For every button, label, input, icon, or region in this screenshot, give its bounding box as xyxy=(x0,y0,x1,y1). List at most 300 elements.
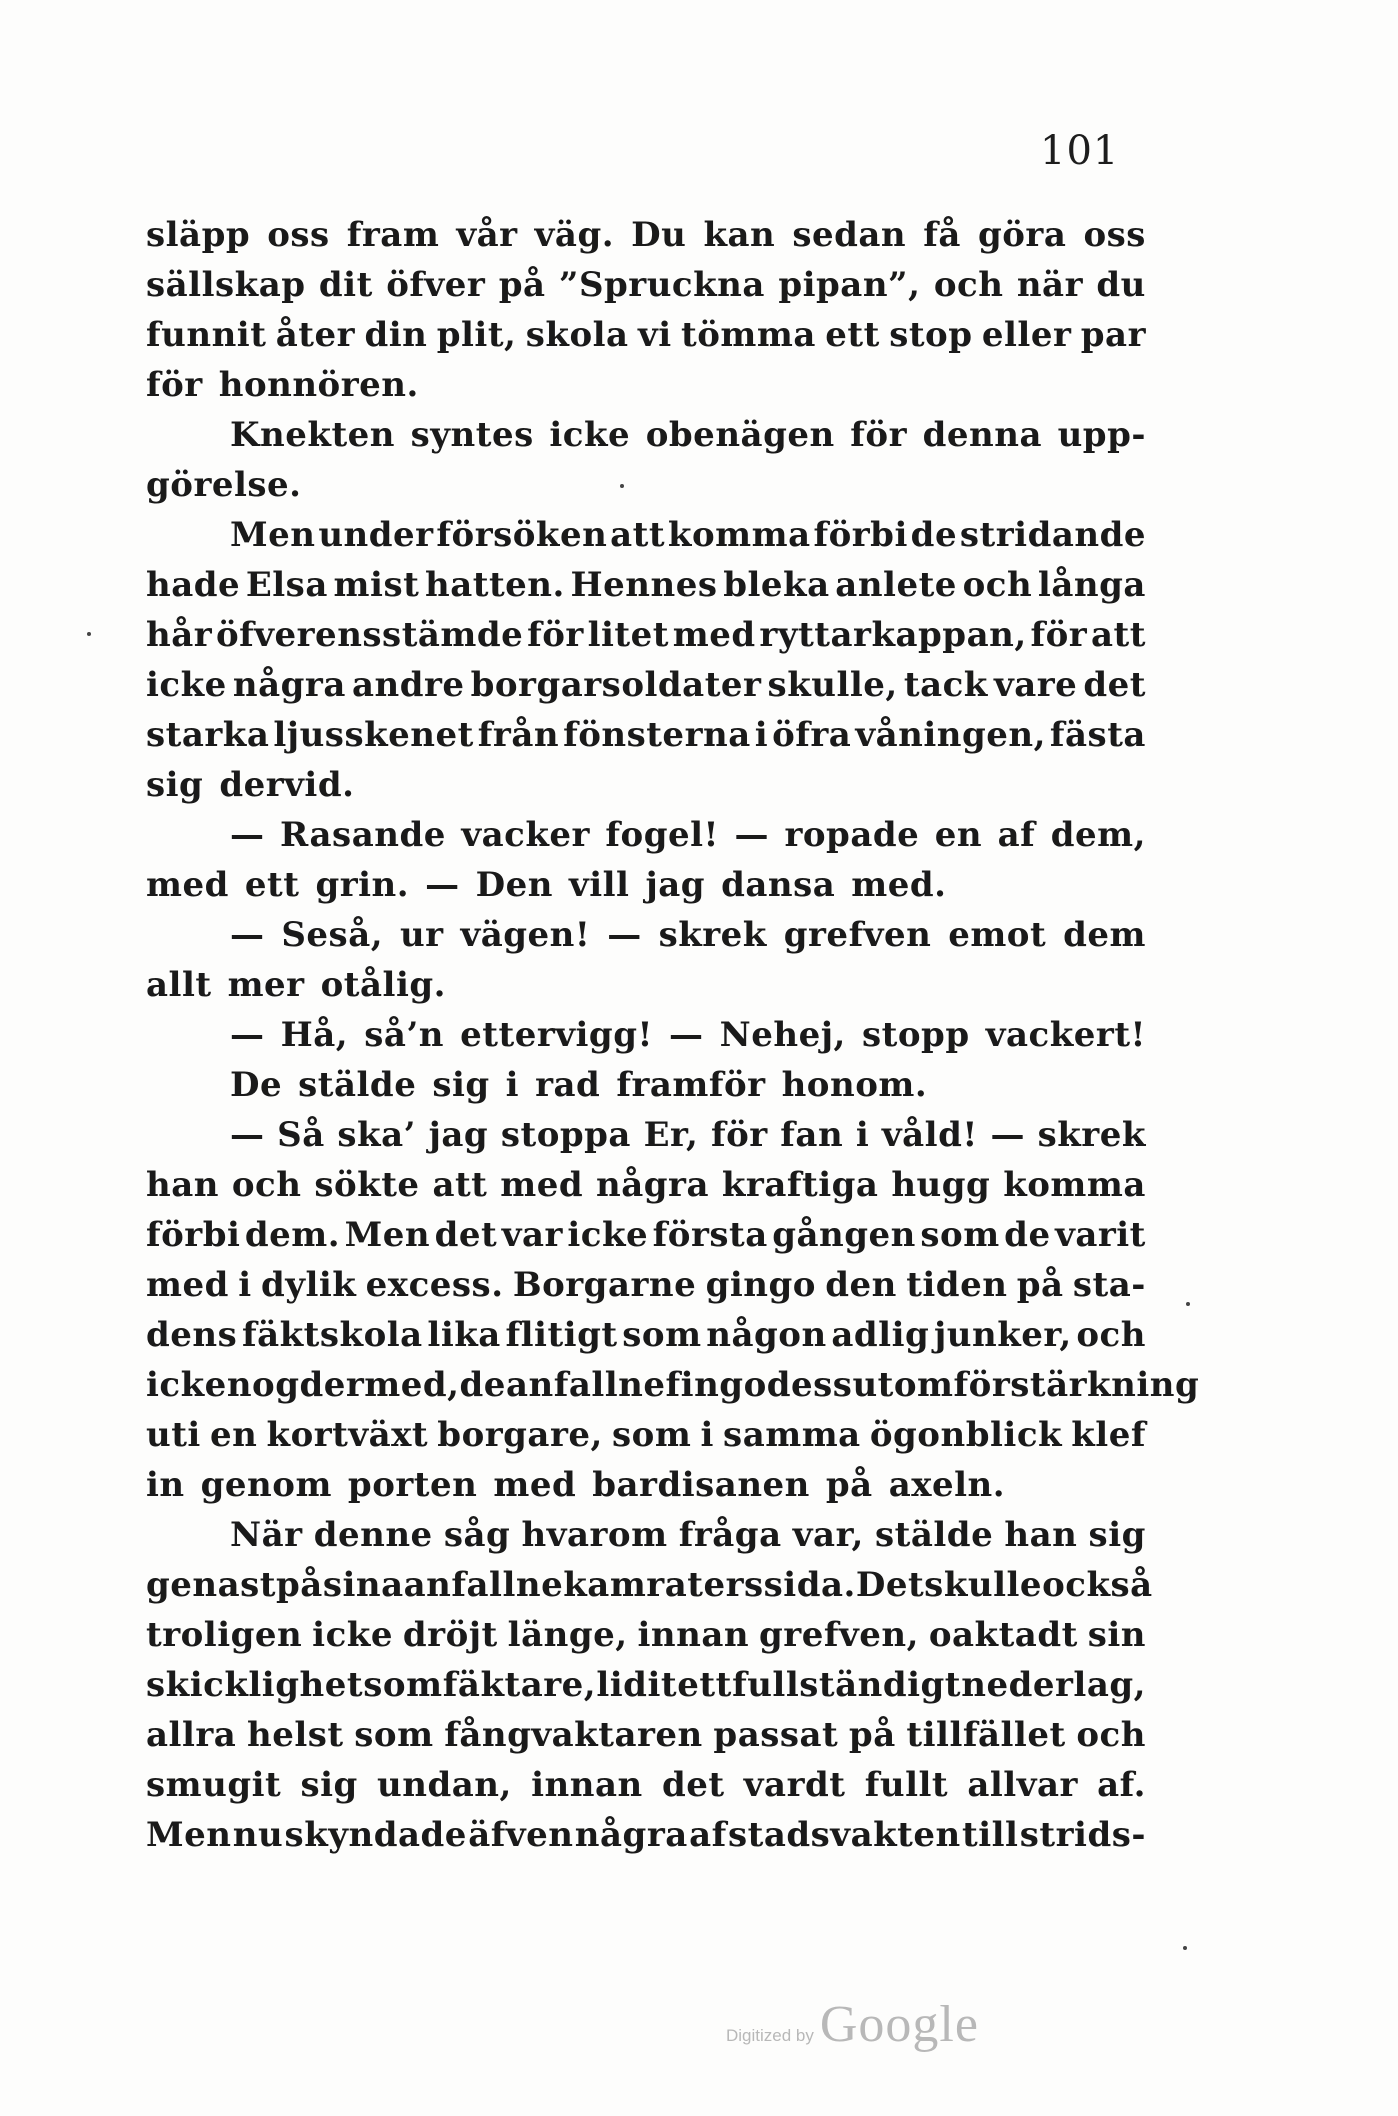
word: i xyxy=(238,1265,252,1305)
word: som xyxy=(920,1215,1000,1255)
word: komma xyxy=(667,515,811,555)
word: junker, xyxy=(933,1315,1072,1355)
word: för xyxy=(527,615,584,655)
word: kan xyxy=(703,215,776,255)
text-line xyxy=(146,1110,1146,1160)
word: tack xyxy=(903,665,988,705)
word: kamraters xyxy=(563,1565,764,1605)
word: öfra xyxy=(772,715,852,755)
word: ropade xyxy=(784,815,920,855)
word: innan xyxy=(531,1765,643,1805)
word: bleka xyxy=(723,565,830,605)
word: varit xyxy=(1055,1215,1146,1255)
word: långa xyxy=(1037,565,1146,605)
word: hatten. xyxy=(424,565,565,605)
word: och xyxy=(933,265,1004,305)
word: fråga xyxy=(678,1515,782,1555)
word: den xyxy=(825,1265,897,1305)
word: skyndade xyxy=(284,1815,467,1855)
word: — xyxy=(230,1015,265,1055)
word: under xyxy=(318,515,434,555)
word: helst xyxy=(246,1715,344,1755)
word: samma xyxy=(723,1415,861,1455)
word: rad xyxy=(535,1065,601,1105)
text-line xyxy=(146,210,1146,260)
word: ur xyxy=(399,915,444,955)
word: med xyxy=(500,1165,584,1205)
word: icke xyxy=(312,1615,393,1655)
word: porten xyxy=(347,1465,478,1505)
word: grin. xyxy=(315,865,410,905)
word: lika xyxy=(427,1315,501,1355)
word: våningen, xyxy=(855,715,1046,755)
word: ljusskenet xyxy=(273,715,474,755)
word: sin xyxy=(1087,1615,1146,1655)
word: ett xyxy=(825,315,880,355)
word: fram xyxy=(346,215,440,255)
word: med xyxy=(672,615,756,655)
word: med. xyxy=(851,865,947,905)
word: tömma xyxy=(681,315,816,355)
word: — xyxy=(425,865,460,905)
word: dit xyxy=(318,265,373,305)
word: gången xyxy=(772,1215,916,1255)
word: klef xyxy=(1071,1415,1146,1455)
word: görelse. xyxy=(146,465,302,505)
text-line xyxy=(146,960,1146,1010)
word: Elsa xyxy=(245,565,328,605)
word: några xyxy=(574,1815,688,1855)
word: skulle xyxy=(924,1565,1043,1605)
text-line xyxy=(146,660,1146,710)
word: dylik xyxy=(260,1265,357,1305)
text-line xyxy=(146,1560,1153,1610)
word: nederlag, xyxy=(961,1665,1146,1705)
word: fullt xyxy=(864,1765,949,1805)
text-line xyxy=(146,1360,1200,1410)
text-line xyxy=(146,1010,1146,1060)
digitization-watermark xyxy=(726,1995,979,2054)
word: till xyxy=(962,1815,1019,1855)
word: att xyxy=(1090,615,1146,655)
word: sig xyxy=(432,1065,490,1105)
word: flitigt xyxy=(505,1315,618,1355)
word: var xyxy=(501,1215,563,1255)
word: icke xyxy=(549,415,631,455)
word: väg. xyxy=(534,215,615,255)
word: smugit xyxy=(146,1765,282,1805)
word: tiden xyxy=(906,1265,1008,1305)
word: honom. xyxy=(781,1065,928,1105)
text-line xyxy=(146,1310,1146,1360)
word: borgarsoldater xyxy=(470,665,762,705)
text-line xyxy=(146,260,1146,310)
word: oss xyxy=(1083,215,1146,255)
word: innan xyxy=(637,1615,750,1655)
word: hår xyxy=(146,615,213,655)
word: du xyxy=(1096,265,1146,305)
text-line xyxy=(146,810,1146,860)
text-line xyxy=(146,1660,1146,1710)
word: för xyxy=(850,415,908,455)
word: allra xyxy=(146,1715,237,1755)
word: bardisanen xyxy=(592,1465,810,1505)
word: hugg xyxy=(891,1165,991,1205)
body-text xyxy=(146,210,1200,1860)
word: stoppa xyxy=(500,1115,631,1155)
word: uti xyxy=(146,1415,201,1455)
word: mist xyxy=(333,565,420,605)
word: Borgarne xyxy=(512,1265,697,1305)
word: åter xyxy=(275,315,356,355)
word: på xyxy=(848,1715,896,1755)
word: det xyxy=(1083,665,1146,705)
word: dem xyxy=(1063,915,1146,955)
word: sig xyxy=(300,1765,358,1805)
word: hvarom xyxy=(521,1515,668,1555)
text-line xyxy=(146,360,1146,410)
word: denna xyxy=(922,415,1042,455)
word: dermed, xyxy=(299,1365,460,1405)
word: fästa xyxy=(1049,715,1146,755)
word: dröjt xyxy=(402,1615,498,1655)
word: sig xyxy=(1088,1515,1146,1555)
text-line xyxy=(146,1460,1146,1510)
word: fan xyxy=(780,1115,844,1155)
word: obenägen xyxy=(645,415,835,455)
word: ska’ xyxy=(337,1115,416,1155)
word: nu xyxy=(232,1815,284,1855)
word: oss xyxy=(267,215,330,255)
word: vardt xyxy=(743,1765,846,1805)
word: fäktare, xyxy=(442,1665,597,1705)
word: så’n xyxy=(364,1015,445,1055)
word: anfallne xyxy=(403,1565,564,1605)
ink-speck xyxy=(87,632,91,636)
word: borgare, xyxy=(437,1415,603,1455)
word: fingo xyxy=(665,1365,767,1405)
word: tillfället xyxy=(906,1715,1066,1755)
word: också xyxy=(1042,1565,1153,1605)
word: några xyxy=(596,1165,709,1205)
word: fönsterna xyxy=(563,715,751,755)
word: för xyxy=(146,365,203,405)
word: upp- xyxy=(1057,415,1146,455)
word: skrek xyxy=(658,915,767,955)
word: kraftiga xyxy=(721,1165,879,1205)
word: Men xyxy=(230,515,316,555)
word: de xyxy=(459,1365,506,1405)
word: — xyxy=(669,1015,704,1055)
word: Så xyxy=(277,1115,325,1155)
word: ett xyxy=(244,865,300,905)
word: som xyxy=(363,1665,443,1705)
word: grefven xyxy=(783,915,932,955)
word: göra xyxy=(977,215,1067,255)
word: jag xyxy=(428,1115,489,1155)
word: sina xyxy=(322,1565,404,1605)
word: var, xyxy=(792,1515,864,1555)
text-line xyxy=(146,860,1146,910)
word: skola xyxy=(525,315,629,355)
word: komma xyxy=(1003,1165,1146,1205)
word: sida. xyxy=(763,1565,856,1605)
word: passat xyxy=(713,1715,839,1755)
word: allt xyxy=(146,965,212,1005)
word: starka xyxy=(146,715,270,755)
word: och xyxy=(231,1165,302,1205)
text-line xyxy=(146,1810,1146,1860)
word: första xyxy=(652,1215,768,1255)
text-line xyxy=(146,1760,1146,1810)
word: jag xyxy=(645,865,706,905)
word: han xyxy=(1004,1515,1078,1555)
word: icke xyxy=(146,1365,227,1405)
word: par xyxy=(1080,315,1146,355)
word: öfverensstämde xyxy=(215,615,524,655)
word: fogel! xyxy=(605,815,719,855)
watermark-prefix: Digitized by xyxy=(726,2026,814,2045)
word: — xyxy=(230,815,265,855)
text-line xyxy=(146,410,1146,460)
word: med xyxy=(146,865,229,905)
word: När xyxy=(230,1515,303,1555)
word: allvar xyxy=(967,1765,1078,1805)
ink-speck xyxy=(1183,1946,1187,1950)
word: vägen! xyxy=(460,915,591,955)
word: få xyxy=(923,215,961,255)
word: De xyxy=(230,1065,283,1105)
word: och xyxy=(1076,1315,1146,1355)
word: vår xyxy=(456,215,518,255)
word: på xyxy=(276,1565,323,1605)
word: dem, xyxy=(1050,815,1146,855)
word: — xyxy=(607,915,642,955)
word: genom xyxy=(200,1465,332,1505)
text-line xyxy=(146,310,1146,360)
word: i xyxy=(505,1065,520,1105)
word: fångvaktaren xyxy=(444,1715,703,1755)
word: skicklighet xyxy=(146,1665,364,1705)
text-line xyxy=(146,710,1146,760)
text-line xyxy=(146,460,1146,510)
word: ”Spruckna xyxy=(558,265,765,305)
word: emot xyxy=(948,915,1047,955)
word: i xyxy=(754,715,769,755)
word: grefven, xyxy=(759,1615,919,1655)
word: som xyxy=(612,1415,692,1455)
word: stälde xyxy=(875,1515,994,1555)
word: de xyxy=(910,515,958,555)
ink-speck xyxy=(1186,1302,1190,1306)
word: fullständigt xyxy=(732,1665,962,1705)
word: att xyxy=(432,1165,488,1205)
word: stop xyxy=(889,315,973,355)
word: stridande xyxy=(959,515,1146,555)
word: han xyxy=(146,1165,219,1205)
word: förbi xyxy=(146,1215,241,1255)
word: sökte xyxy=(314,1165,420,1205)
word: Seså, xyxy=(281,915,384,955)
word: utom xyxy=(852,1365,954,1405)
word: gingo xyxy=(705,1265,816,1305)
word: på xyxy=(498,265,546,305)
word: för xyxy=(1030,615,1088,655)
word: att xyxy=(610,515,666,555)
word: ryttarkappan, xyxy=(759,615,1027,655)
word: försöken xyxy=(436,515,608,555)
word: Det xyxy=(855,1565,925,1605)
word: en xyxy=(934,815,983,855)
word: vare xyxy=(993,665,1078,705)
word: skulle, xyxy=(767,665,898,705)
word: lidit xyxy=(596,1665,678,1705)
word: vi xyxy=(637,315,672,355)
text-line xyxy=(146,1160,1146,1210)
google-logo: Google xyxy=(819,1996,979,2053)
word: Den xyxy=(475,865,553,905)
word: funnit xyxy=(146,315,267,355)
word: vacker xyxy=(461,815,590,855)
word: syntes xyxy=(410,415,534,455)
word: såg xyxy=(443,1515,511,1555)
word: dess xyxy=(766,1365,853,1405)
word: honnören. xyxy=(218,365,419,405)
word: dansa xyxy=(721,865,836,905)
word: sta- xyxy=(1072,1265,1146,1305)
word: hade xyxy=(146,565,241,605)
text-line xyxy=(146,1060,1146,1110)
word: som xyxy=(622,1315,702,1355)
word: plit, xyxy=(436,315,517,355)
text-line xyxy=(146,610,1146,660)
text-line xyxy=(146,910,1146,960)
word: icke xyxy=(146,665,227,705)
word: Du xyxy=(631,215,687,255)
word: ett xyxy=(677,1665,732,1705)
word: troligen xyxy=(146,1615,303,1655)
word: kortväxt xyxy=(266,1415,429,1455)
word: öfver xyxy=(386,265,486,305)
word: icke xyxy=(567,1215,649,1255)
word: våld! xyxy=(881,1115,978,1155)
word: förstärkning xyxy=(953,1365,1200,1405)
word: i xyxy=(700,1415,714,1455)
word: i xyxy=(855,1115,870,1155)
text-line xyxy=(146,1510,1146,1560)
word: sig xyxy=(146,765,204,805)
text-line xyxy=(146,510,1146,560)
word: länge, xyxy=(507,1615,628,1655)
word: — xyxy=(230,1115,265,1155)
word: adlig xyxy=(831,1315,930,1355)
text-line xyxy=(146,1210,1146,1260)
word: in xyxy=(146,1465,185,1505)
word: anfallne xyxy=(505,1365,666,1405)
text-line xyxy=(146,1710,1146,1760)
page-number: 101 xyxy=(1040,128,1120,174)
word: med xyxy=(493,1465,577,1505)
word: framför xyxy=(616,1065,766,1105)
word: Nehej, xyxy=(719,1015,846,1055)
word: axeln. xyxy=(888,1465,1006,1505)
word: med xyxy=(146,1265,229,1305)
word: — xyxy=(734,815,769,855)
word: anlete xyxy=(835,565,957,605)
word: Men xyxy=(344,1215,431,1255)
word: eller xyxy=(981,315,1072,355)
word: otålig. xyxy=(320,965,446,1005)
word: undan, xyxy=(377,1765,512,1805)
word: oaktadt xyxy=(928,1615,1078,1655)
text-line xyxy=(146,1610,1146,1660)
text-line xyxy=(146,760,1146,810)
word: någon xyxy=(706,1315,827,1355)
word: och xyxy=(1076,1715,1146,1755)
word: sällskap xyxy=(146,265,306,305)
word: litet xyxy=(587,615,669,655)
word: skrek xyxy=(1037,1115,1146,1155)
word: och xyxy=(962,565,1033,605)
word: denne xyxy=(313,1515,433,1555)
word: af xyxy=(689,1815,727,1855)
word: för xyxy=(710,1115,768,1155)
word: ögonblick xyxy=(869,1415,1063,1455)
text-line xyxy=(146,1260,1146,1310)
word: Er, xyxy=(643,1115,699,1155)
word: dervid. xyxy=(219,765,355,805)
word: en xyxy=(210,1415,258,1455)
word: Rasande xyxy=(279,815,446,855)
word: af. xyxy=(1097,1765,1146,1805)
word: från xyxy=(477,715,560,755)
word: Hennes xyxy=(570,565,718,605)
word: vill xyxy=(568,865,630,905)
ink-speck xyxy=(620,484,624,488)
word: stadsvakten xyxy=(728,1815,961,1855)
word: äfven xyxy=(468,1815,574,1855)
word: det xyxy=(661,1765,725,1805)
word: förbi xyxy=(813,515,908,555)
word: pipan”, xyxy=(778,265,921,305)
word: strids- xyxy=(1019,1815,1146,1855)
word: stälde xyxy=(298,1065,417,1105)
word: på xyxy=(825,1465,873,1505)
word: — xyxy=(230,915,265,955)
word: ettervigg! xyxy=(460,1015,653,1055)
word: vackert! xyxy=(985,1015,1146,1055)
word: dens xyxy=(146,1315,238,1355)
word: din xyxy=(364,315,428,355)
word: dem. xyxy=(244,1215,341,1255)
word: af xyxy=(997,815,1036,855)
word: andre xyxy=(351,665,465,705)
word: som xyxy=(354,1715,434,1755)
word: stopp xyxy=(862,1015,970,1055)
word: de xyxy=(1004,1215,1051,1255)
word: mer xyxy=(227,965,305,1005)
word: på xyxy=(1016,1265,1064,1305)
word: när xyxy=(1016,265,1083,305)
word: — xyxy=(990,1115,1025,1155)
word: sedan xyxy=(792,215,907,255)
word: Men xyxy=(146,1815,232,1855)
word: fäktskola xyxy=(241,1315,423,1355)
word: det xyxy=(434,1215,498,1255)
word: släpp xyxy=(146,215,251,255)
word: genast xyxy=(146,1565,277,1605)
word: excess. xyxy=(365,1265,504,1305)
